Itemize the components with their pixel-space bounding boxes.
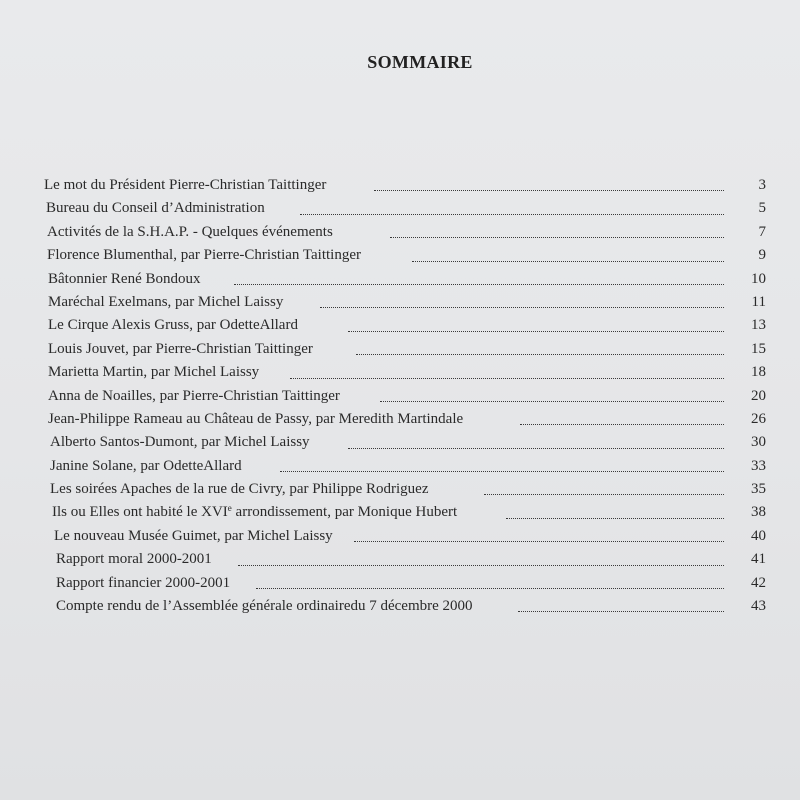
toc-entry-page: 20	[751, 387, 766, 404]
dot-leader	[238, 565, 724, 566]
toc-entry	[44, 338, 766, 361]
toc-entry-page: 26	[751, 410, 766, 427]
toc-entry-page: 41	[751, 551, 766, 568]
toc-entry	[44, 385, 766, 408]
toc-entry	[44, 268, 766, 291]
toc-entry-page: 35	[751, 481, 766, 498]
toc-entry-page: 5	[758, 200, 766, 217]
toc-entry-page: 3	[758, 177, 766, 193]
toc-entry-title: Bâtonnier René Bondoux	[48, 270, 201, 287]
table-of-contents	[44, 174, 766, 618]
dot-leader	[374, 190, 724, 191]
dot-leader	[300, 214, 724, 215]
toc-entry-page: 30	[751, 434, 766, 451]
toc-entry	[44, 408, 766, 431]
toc-entry	[44, 525, 766, 548]
toc-entry-page: 42	[751, 574, 766, 591]
toc-entry-page: 11	[751, 293, 766, 310]
toc-entry	[44, 478, 766, 501]
dot-leader	[280, 471, 724, 472]
toc-entry-title: Bureau du Conseil d’Administration	[46, 200, 265, 217]
toc-entry	[44, 197, 766, 220]
toc-entry-page: 38	[751, 504, 766, 521]
toc-entry-title: Compte rendu de l’Assemblée générale ordinairedu 7 décembre 2000	[56, 598, 473, 615]
toc-entry-title: Les soirées Apaches de la rue de Civry, par Philippe Rodriguez	[50, 481, 429, 498]
toc-entry-title: Rapport financier 2000-2001	[56, 574, 231, 591]
toc-entry-page: 13	[751, 317, 766, 334]
toc-entry-title: Le nouveau Musée Guimet, par Michel Laissy	[54, 527, 333, 544]
dot-leader	[484, 494, 724, 495]
toc-entry-page: 33	[751, 457, 766, 474]
dot-leader	[348, 448, 724, 449]
dot-leader	[520, 424, 724, 425]
toc-entry	[44, 174, 766, 197]
dot-leader	[390, 237, 724, 238]
dot-leader	[290, 378, 724, 379]
dot-leader	[356, 354, 724, 355]
page-title: SOMMAIRE	[367, 52, 473, 72]
toc-entry	[44, 595, 766, 618]
toc-entry-title: Le Cirque Alexis Gruss, par OdetteAllard	[48, 317, 298, 334]
dot-leader	[354, 541, 724, 542]
toc-entry-title: Jean-Philippe Rameau au Château de Passy, par Meredith Martindale	[48, 410, 464, 427]
toc-entry	[44, 455, 766, 478]
toc-entry-page: 18	[751, 364, 766, 381]
toc-entry-page: 9	[758, 247, 766, 264]
dot-leader	[518, 611, 724, 612]
toc-entry	[44, 244, 766, 267]
toc-entry-title: Ils ou Elles ont habité le XVIe arrondissement, par Monique Hubert	[52, 503, 458, 521]
toc-entry	[44, 548, 766, 571]
toc-entry-title: Louis Jouvet, par Pierre-Christian Taittinger	[48, 340, 313, 357]
toc-entry-page: 15	[751, 340, 766, 357]
toc-entry-title: Le mot du Président Pierre-Christian Taittinger	[44, 177, 327, 193]
toc-entry	[44, 221, 766, 244]
toc-entry-title: Rapport moral 2000-2001	[56, 551, 212, 568]
dot-leader	[256, 588, 724, 589]
dot-leader	[348, 331, 724, 332]
dot-leader	[320, 307, 724, 308]
dot-leader	[380, 401, 724, 402]
toc-entry-title: Maréchal Exelmans, par Michel Laissy	[48, 293, 284, 310]
toc-entry-title: Anna de Noailles, par Pierre-Christian Taittinger	[48, 387, 340, 404]
toc-entry-title: Florence Blumenthal, par Pierre-Christian Taittinger	[47, 247, 362, 264]
toc-entry-title: Activités de la S.H.A.P. - Quelques événements	[47, 223, 333, 240]
toc-entry-title: Marietta Martin, par Michel Laissy	[48, 364, 260, 381]
toc-entry-title: Alberto Santos-Dumont, par Michel Laissy	[50, 434, 310, 451]
toc-entry-page: 10	[751, 270, 766, 287]
toc-entry	[44, 572, 766, 595]
toc-entry-page: 40	[751, 527, 766, 544]
dot-leader	[234, 284, 724, 285]
toc-entry	[44, 431, 766, 454]
toc-entry	[44, 314, 766, 337]
toc-entry	[44, 361, 766, 384]
dot-leader	[506, 518, 724, 519]
toc-entry-page: 43	[751, 598, 766, 615]
toc-entry-page: 7	[758, 223, 766, 240]
toc-entry-title: Janine Solane, par OdetteAllard	[50, 457, 242, 474]
dot-leader	[412, 261, 724, 262]
toc-entry	[44, 501, 766, 524]
toc-entry	[44, 291, 766, 314]
